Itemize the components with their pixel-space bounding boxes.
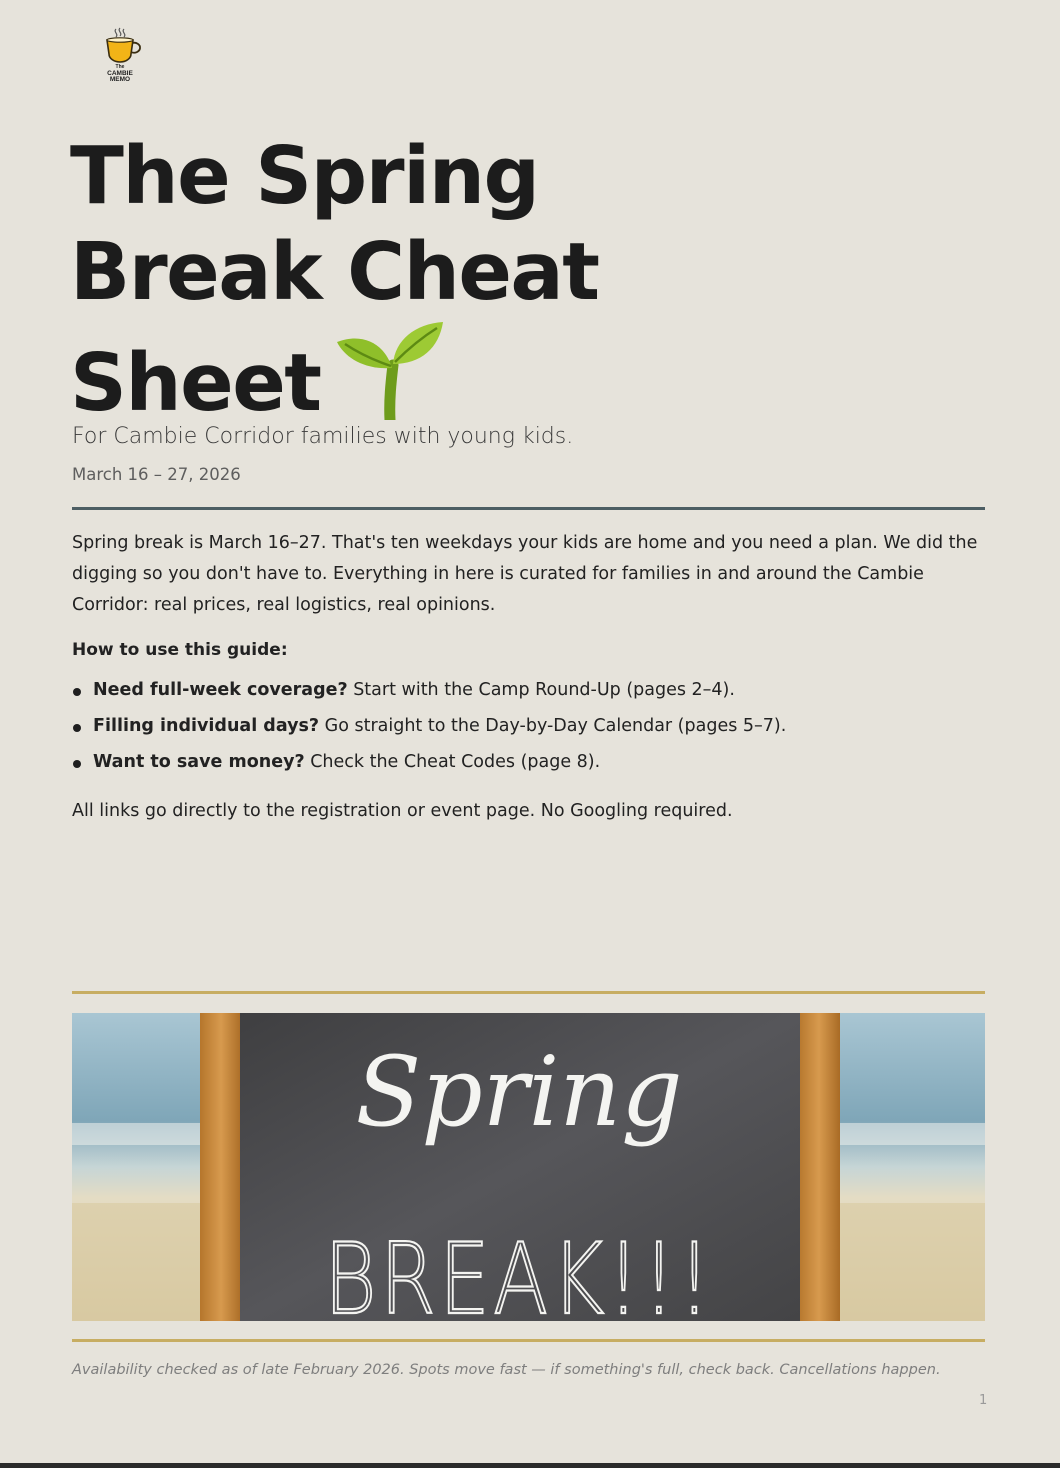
logo-text-line1: The — [115, 64, 125, 70]
page-title — [70, 128, 790, 431]
banner-script-text: Spring — [355, 1036, 683, 1148]
banner-block-text: BREAK!!! — [324, 1223, 714, 1321]
banner-top-rule — [72, 991, 985, 994]
list-item — [72, 712, 985, 748]
date-range: March 16 – 27, 2026 — [72, 465, 241, 484]
bullet-text: Go straight to the Day-by-Day Calendar (pages 5–7). — [319, 716, 787, 736]
links-note: All links go directly to the registration or event page. No Googling required. — [72, 801, 733, 821]
spring-break-banner-image — [72, 1013, 985, 1321]
bullet-text: Start with the Camp Round-Up (pages 2–4). — [347, 680, 735, 700]
title-line-2: Break Cheat — [70, 226, 599, 318]
bullet-bold: Want to save money? — [93, 752, 305, 772]
logo-wordmark — [96, 64, 144, 84]
logo-text-line2: CAMBIE — [107, 69, 133, 77]
intro-paragraph: Spring break is March 16–27. That's ten weekdays your kids are home and you need a plan. We did the digging so you don't have to. Everything in here is curated for families in and around the Cambie Corridor: real prices, real logistics, real opinions. — [72, 533, 978, 615]
page-number: 1 — [979, 1393, 988, 1408]
availability-note: Availability checked as of late February 2026. Spots move fast — if something's full, check back. Cancellations happen. — [72, 1362, 941, 1378]
how-to-list — [72, 676, 985, 784]
bullet-bold: Filling individual days? — [93, 716, 320, 736]
window-bottom-edge — [0, 1463, 1060, 1468]
how-to-heading: How to use this guide: — [72, 640, 288, 660]
brand-logo — [96, 26, 144, 84]
bullet-icon — [73, 724, 81, 732]
chalkboard-illustration — [72, 1013, 985, 1321]
bullet-bold: Need full-week coverage? — [93, 680, 348, 700]
list-item — [72, 676, 985, 712]
title-line-1: The Spring — [70, 130, 539, 222]
bullet-icon — [73, 760, 81, 768]
coffee-cup-icon — [96, 26, 144, 66]
title-line-3-wrap — [70, 320, 790, 431]
title-line-3: Sheet — [70, 337, 321, 429]
section-divider — [72, 507, 985, 510]
bullet-text: Check the Cheat Codes (page 8). — [304, 752, 601, 772]
seedling-icon — [335, 320, 445, 420]
subtitle: For Cambie Corridor families with young kids. — [72, 424, 574, 449]
bullet-icon — [73, 688, 81, 696]
banner-bottom-rule — [72, 1339, 985, 1342]
list-item — [72, 748, 985, 784]
logo-text-line3: MEMO — [109, 76, 131, 83]
